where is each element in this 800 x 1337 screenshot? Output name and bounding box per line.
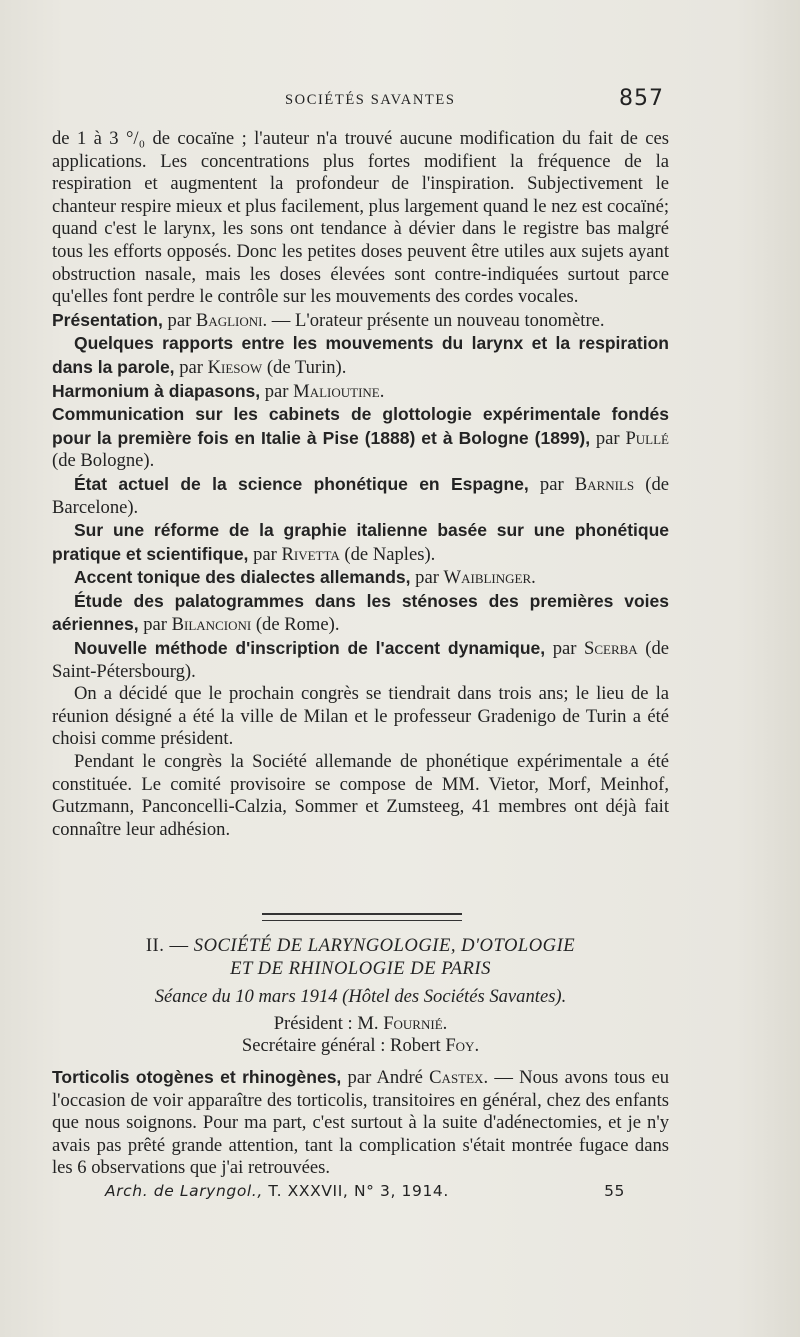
entry-scerba: Nouvelle méthode d'inscription de l'accent dynamique, par Scerba (de Saint-Pétersbourg). bbox=[52, 638, 670, 682]
entry-malioutine: Harmonium à diapasons, par Malioutine. bbox=[52, 380, 385, 402]
entry-waiblinger: Accent tonique des dialectes allemands, par Waiblinger. bbox=[74, 567, 536, 589]
president-name: Fournié bbox=[383, 1012, 443, 1034]
page-footer bbox=[105, 1182, 625, 1200]
section-number: II. — bbox=[145, 935, 194, 956]
entry-kiesow: Quelques rapports entre les mouvements du larynx et la respiration dans la parole, par Kiesow (de Turin). bbox=[52, 333, 669, 378]
entry-author: Pullé bbox=[625, 427, 669, 449]
running-head: SOCIÉTÉS SAVANTES bbox=[285, 92, 456, 108]
secretary-line: Secrétaire général : Robert Foy. bbox=[241, 1035, 480, 1057]
section-title: II. — SOCIÉTÉ DE LARYNGOLOGIE, D'OTOLOGIE bbox=[145, 935, 576, 956]
journal-volume: T. XXXVII, N° 3, 1914. bbox=[262, 1182, 449, 1200]
entry-title: Quelques rapports entre les mouvements du larynx et la respiration dans la parole, bbox=[52, 333, 669, 377]
entry-presentation: Présentation, par Baglioni. — L'orateur présente un nouveau tonomètre. bbox=[52, 309, 605, 331]
section-divider bbox=[262, 913, 462, 921]
page-header bbox=[0, 86, 800, 116]
entry-author: Malioutine bbox=[293, 380, 380, 402]
entry-author: Rivetta bbox=[281, 543, 340, 565]
page-number: 857 bbox=[619, 86, 664, 111]
president-line: Président : M. Fournié. bbox=[273, 1012, 448, 1034]
section-ii bbox=[52, 935, 669, 1180]
entry-author: Barnils bbox=[574, 473, 635, 495]
entry-title: Communication sur les cabinets de glottologie expérimentale fondés pour la première fois en Italie à Pise (1888) et à Bologne (1899), bbox=[52, 404, 669, 448]
journal-citation: Arch. de Laryngol., bbox=[105, 1182, 263, 1200]
paragraph-congress: On a décidé que le prochain congrès se tiendrait dans trois ans; le lieu de la réunion désigné a été la ville de Milan et le professeur Gradenigo de Turin a été choisi comme président. bbox=[52, 683, 669, 750]
session-date: Séance du 10 mars 1914 (Hôtel des Sociétés Savantes). bbox=[154, 986, 567, 1008]
entry-title: Accent tonique des dialectes allemands, bbox=[74, 567, 411, 588]
entry-title: Étude des palatogrammes dans les sténoses des premières voies aériennes, bbox=[52, 590, 669, 635]
section-title-line-2: ET DE RHINOLOGIE DE PARIS bbox=[230, 957, 491, 979]
entry-title: Présentation, bbox=[52, 309, 163, 330]
entry-author: Baglioni bbox=[195, 309, 263, 331]
paragraph-society: Pendant le congrès la Société allemande de phonétique expérimentale a été constituée. Le comité provisoire se compose de MM. Vietor, Morf, Meinhof, Gutzmann, Panconcelli-Calzia, Sommer et Zumsteeg, 41 membres ont déjà fait connaître leur adhésion. bbox=[52, 751, 669, 840]
entry-author: Waiblinger bbox=[443, 567, 532, 589]
entry-author: Scerba bbox=[584, 638, 638, 660]
entry-barnils: État actuel de la science phonétique en Espagne, par Barnils (de Barcelone). bbox=[52, 473, 670, 518]
entry-author: Bilancioni bbox=[171, 614, 252, 636]
body-text bbox=[52, 128, 669, 841]
entry-author: Kiesow bbox=[207, 356, 263, 378]
entry-title: Torticolis otogènes et rhinogènes, bbox=[52, 1066, 342, 1087]
entry-author: Castex bbox=[429, 1066, 484, 1088]
entry-rivetta: Sur une réforme de la graphie italienne basée sur une phonétique pratique et scientifique, par Rivetta (de Naples). bbox=[52, 520, 669, 565]
entry-title: Nouvelle méthode d'inscription de l'accent dynamique, bbox=[74, 638, 546, 659]
entry-title: Harmonium à diapasons, bbox=[52, 380, 261, 401]
secretary-name: Foy bbox=[445, 1035, 475, 1057]
entry-castex: Torticolis otogènes et rhinogènes, par André Castex. — Nous avons tous eu l'occasion de voir apparaître des torticolis, transitoires en général, chez des enfants que nous soignons. Pour ma part, c'est surtout à la suite d'adénectomies, et je n'y avais pas prêté grande attention, tant la complication s'était montrée fugace dans les 6 observations que j'ai retrouvées. bbox=[52, 1066, 669, 1179]
entry-bilancioni: Étude des palatogrammes dans les sténoses des premières voies aériennes, par Bilancioni (de Rome). bbox=[52, 590, 669, 636]
entry-title: Sur une réforme de la graphie italienne basée sur une phonétique pratique et scientifique, bbox=[52, 520, 669, 564]
paragraph-cocaine: de 1 à 3 °/₀ de cocaïne ; l'auteur n'a trouvé aucune modification du fait de ces applications. Les concentrations plus fortes modifient la fréquence de la respiration et augmentent la profondeur de l'inspiration. Subjectivement le chanteur respire mieux et plus facilement, plus largement quand le nez est cocaïné; quand c'est le larynx, les sons ont tendance à dévier dans le registre bas malgré tous les efforts opposés. Donc les petites doses peuvent être utiles aux sujets ayant obstruction nasale, mais les doses élevées sont contre-indiquées surtout parce qu'elles font perdre le contrôle sur les mouvements des cordes vocales. bbox=[52, 128, 669, 308]
signature-mark: 55 bbox=[604, 1182, 625, 1200]
entry-title: État actuel de la science phonétique en Espagne, bbox=[74, 473, 529, 494]
entry-pulle: Communication sur les cabinets de glottologie expérimentale fondés pour la première fois en Italie à Pise (1888) et à Bologne (1899), par Pullé (de Bologne). bbox=[52, 404, 669, 472]
